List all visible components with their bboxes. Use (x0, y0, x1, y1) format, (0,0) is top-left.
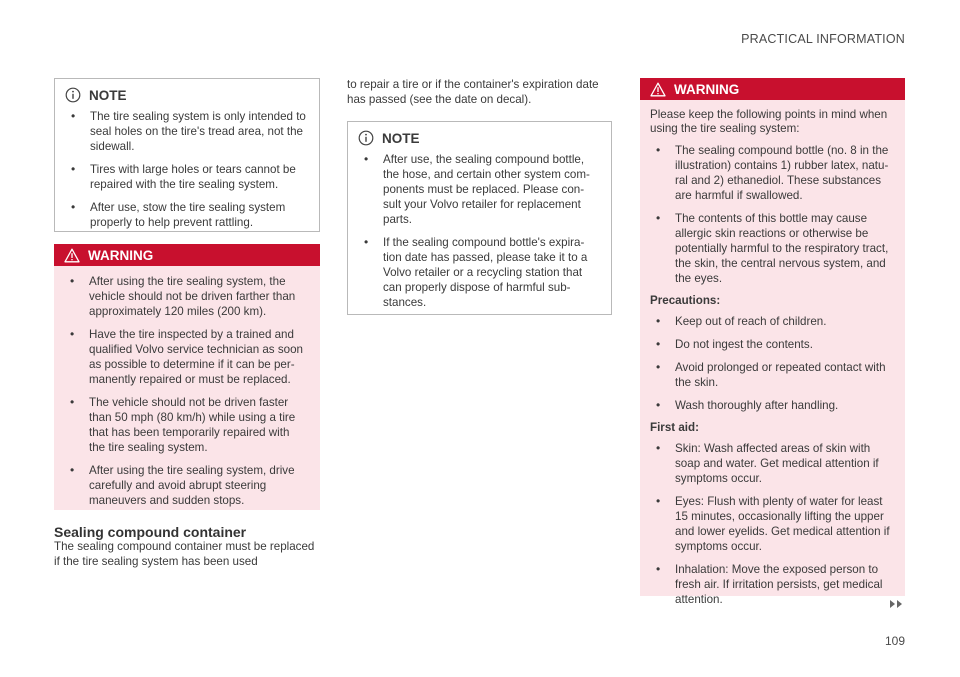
list-item: • Avoid prolonged or repeated contact with the skin. (650, 360, 893, 390)
section-heading: Sealing compound container (54, 524, 247, 540)
page-number: 109 (884, 634, 905, 648)
note-list (65, 109, 307, 230)
warning-body (54, 266, 320, 508)
warning-box (640, 78, 905, 606)
warning-title: WARNING (674, 81, 740, 97)
list-item: • The vehicle should not be driven faster than 50 mph (80 km/h) while using a tire that has been temporarily repaired with the tire sealing system. (64, 395, 308, 455)
list-item: • After using the tire sealing system, drive carefully and avoid abrupt steering maneuvers and sudden stops. (64, 463, 308, 508)
precautions-list (650, 314, 893, 413)
precautions-label: Precautions: (650, 294, 721, 307)
list-item: • If the sealing compound bottle's expira-tion date has passed, please take it to a Volvo retailer or a recycling station that can properly dispose of harmful sub-stances. (358, 235, 599, 310)
note-title: NOTE (382, 130, 420, 146)
list-item: • Tires with large holes or tears cannot be repaired with the tire sealing system. (65, 162, 307, 192)
first-aid-list (650, 441, 893, 607)
body-paragraph: The sealing compound container must be replaced if the tire sealing system has been used (54, 540, 315, 568)
list-item: • Wash thoroughly after handling. (650, 398, 893, 413)
note-box (54, 78, 320, 232)
warning-triangle-icon (650, 82, 666, 97)
warning-intro: Please keep the following points in mind when using the tire sealing system: (650, 108, 888, 135)
info-icon (358, 130, 374, 146)
warning-list (650, 143, 893, 286)
list-item: • Skin: Wash affected areas of skin with soap and water. Get medical attention if symptoms occur. (650, 441, 893, 486)
warning-header (640, 78, 905, 100)
double-chevron-right-icon[interactable] (889, 596, 905, 614)
list-item: • After using the tire sealing system, the vehicle should not be driven farther than approximately 120 miles (200 km). (64, 274, 308, 319)
column-left (54, 78, 320, 569)
list-item: • After use, stow the tire sealing system properly to help prevent rattling. (65, 200, 307, 230)
list-item: • The tire sealing system is only intended to seal holes on the tire's tread area, not the sidewall. (65, 109, 307, 154)
note-title: NOTE (89, 87, 127, 103)
note-list (358, 152, 599, 310)
list-item: • After use, the sealing compound bottle, the hose, and certain other system com-ponents must be replaced. Please con-sult your Volvo retailer for replacement parts. (358, 152, 599, 227)
section-header: PRACTICAL INFORMATION (741, 32, 905, 46)
note-title-row (358, 130, 599, 146)
column-middle (347, 78, 612, 315)
body-paragraph-continued: to repair a tire or if the container's expiration date has passed (see the date on decal). (347, 78, 599, 106)
first-aid-label: First aid: (650, 421, 699, 434)
list-item: • Have the tire inspected by a trained and qualified Volvo service technician as soon as possible to determine if it can be per-manently repaired or must be replaced. (64, 327, 308, 387)
list-item: • The contents of this bottle may cause allergic skin reactions or otherwise be potentially harmful to the respiratory tract, the skin, the central nervous system, and the eyes. (650, 211, 893, 286)
warning-header (54, 244, 320, 266)
note-title-row (65, 87, 307, 103)
sealing-section (54, 524, 320, 569)
note-box (347, 121, 612, 315)
warning-box (54, 244, 320, 510)
warning-title: WARNING (88, 247, 154, 263)
column-right (640, 78, 905, 606)
warning-list (64, 274, 308, 508)
warning-body (640, 100, 905, 607)
warning-triangle-icon (64, 248, 80, 263)
list-item: • Keep out of reach of children. (650, 314, 893, 329)
list-item: • Eyes: Flush with plenty of water for least 15 minutes, occasionally lifting the upper and lower eyelids. Get medical attention if symptoms occur. (650, 494, 893, 554)
list-item: • Inhalation: Move the exposed person to fresh air. If irritation persists, get medical attention. (650, 562, 893, 607)
list-item: • The sealing compound bottle (no. 8 in the illustration) contains 1) rubber latex, natu-ral and 2) ethanediol. These substances are harmful if swallowed. (650, 143, 893, 203)
info-icon (65, 87, 81, 103)
list-item: • Do not ingest the contents. (650, 337, 893, 352)
